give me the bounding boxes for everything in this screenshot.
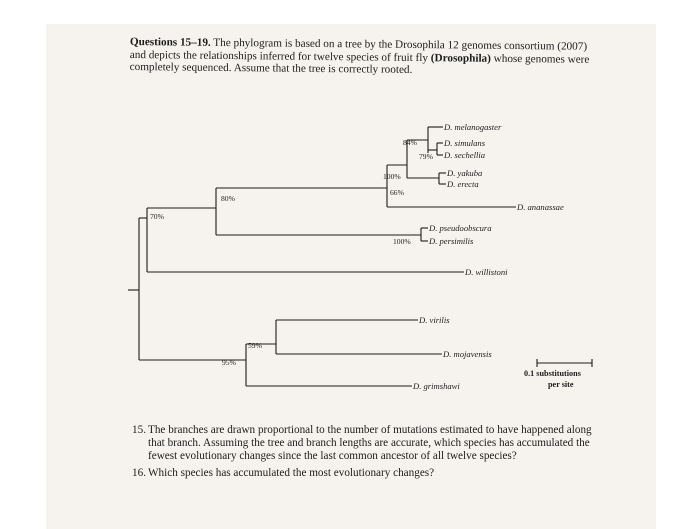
- question-number: 15.: [132, 424, 146, 436]
- tree-branches: [128, 127, 592, 386]
- label-simulans: D. simulans: [444, 138, 486, 148]
- intro-text-1: The phylogram is based on a tree by the Drosophila 12 genomes consortium (2007) and depicts the relationships inferred for twelve species of fruit fly: [129, 36, 588, 64]
- scale-label-line1: 0.1 substitutions: [524, 369, 581, 378]
- label-virilis: D. virilis: [419, 315, 450, 325]
- intro-text-2: whose genomes were completely sequenced. Assume that the tree is correctly rooted.: [129, 52, 590, 77]
- label-mojavensis: D. mojavensis: [443, 349, 492, 359]
- label-melanogaster: D. melanogaster: [444, 122, 502, 132]
- textbook-page: [46, 24, 656, 529]
- label-yakuba: D. yakuba: [447, 168, 483, 178]
- question-text: The branches are drawn proportional to the number of mutations estimated to have happened along that branch. Assuming the tree and branch lengths are accurate, which species has accumulated the fewest evolutionary changes since the last common ancestor of all twelve species?: [148, 424, 592, 462]
- support-79: 79%: [419, 152, 433, 161]
- question-16: [132, 467, 610, 480]
- scale-label-line2: per site: [548, 380, 574, 389]
- support-84: 84%: [403, 138, 417, 147]
- support-80: 80%: [221, 194, 235, 203]
- support-66: 66%: [390, 188, 404, 197]
- label-persimilis: D. persimilis: [429, 236, 474, 246]
- question-number: 16.: [132, 467, 146, 479]
- questions-label: Questions 15–19.: [129, 36, 211, 49]
- label-erecta: D. erecta: [447, 179, 479, 189]
- label-sechellia: D. sechellia: [444, 150, 486, 160]
- support-59: 59%: [248, 341, 262, 350]
- support-70: 70%: [150, 212, 164, 221]
- genus-name: (Drosophila): [430, 51, 491, 65]
- label-pseudoobscura: D. pseudoobscura: [429, 223, 492, 233]
- label-willistoni: D. willistoni: [465, 267, 508, 277]
- question-text: Which species has accumulated the most evolutionary changes?: [148, 467, 435, 479]
- label-grimshawi: D. grimshawi: [413, 381, 460, 391]
- support-100-obscura-group: 100%: [393, 237, 411, 246]
- support-100-melanogaster-group: 100%: [383, 172, 401, 181]
- question-list: [132, 424, 610, 484]
- phylogram: [46, 24, 656, 424]
- question-15: [132, 424, 610, 463]
- support-95: 95%: [222, 358, 236, 367]
- label-ananassae: D. ananassae: [517, 202, 564, 212]
